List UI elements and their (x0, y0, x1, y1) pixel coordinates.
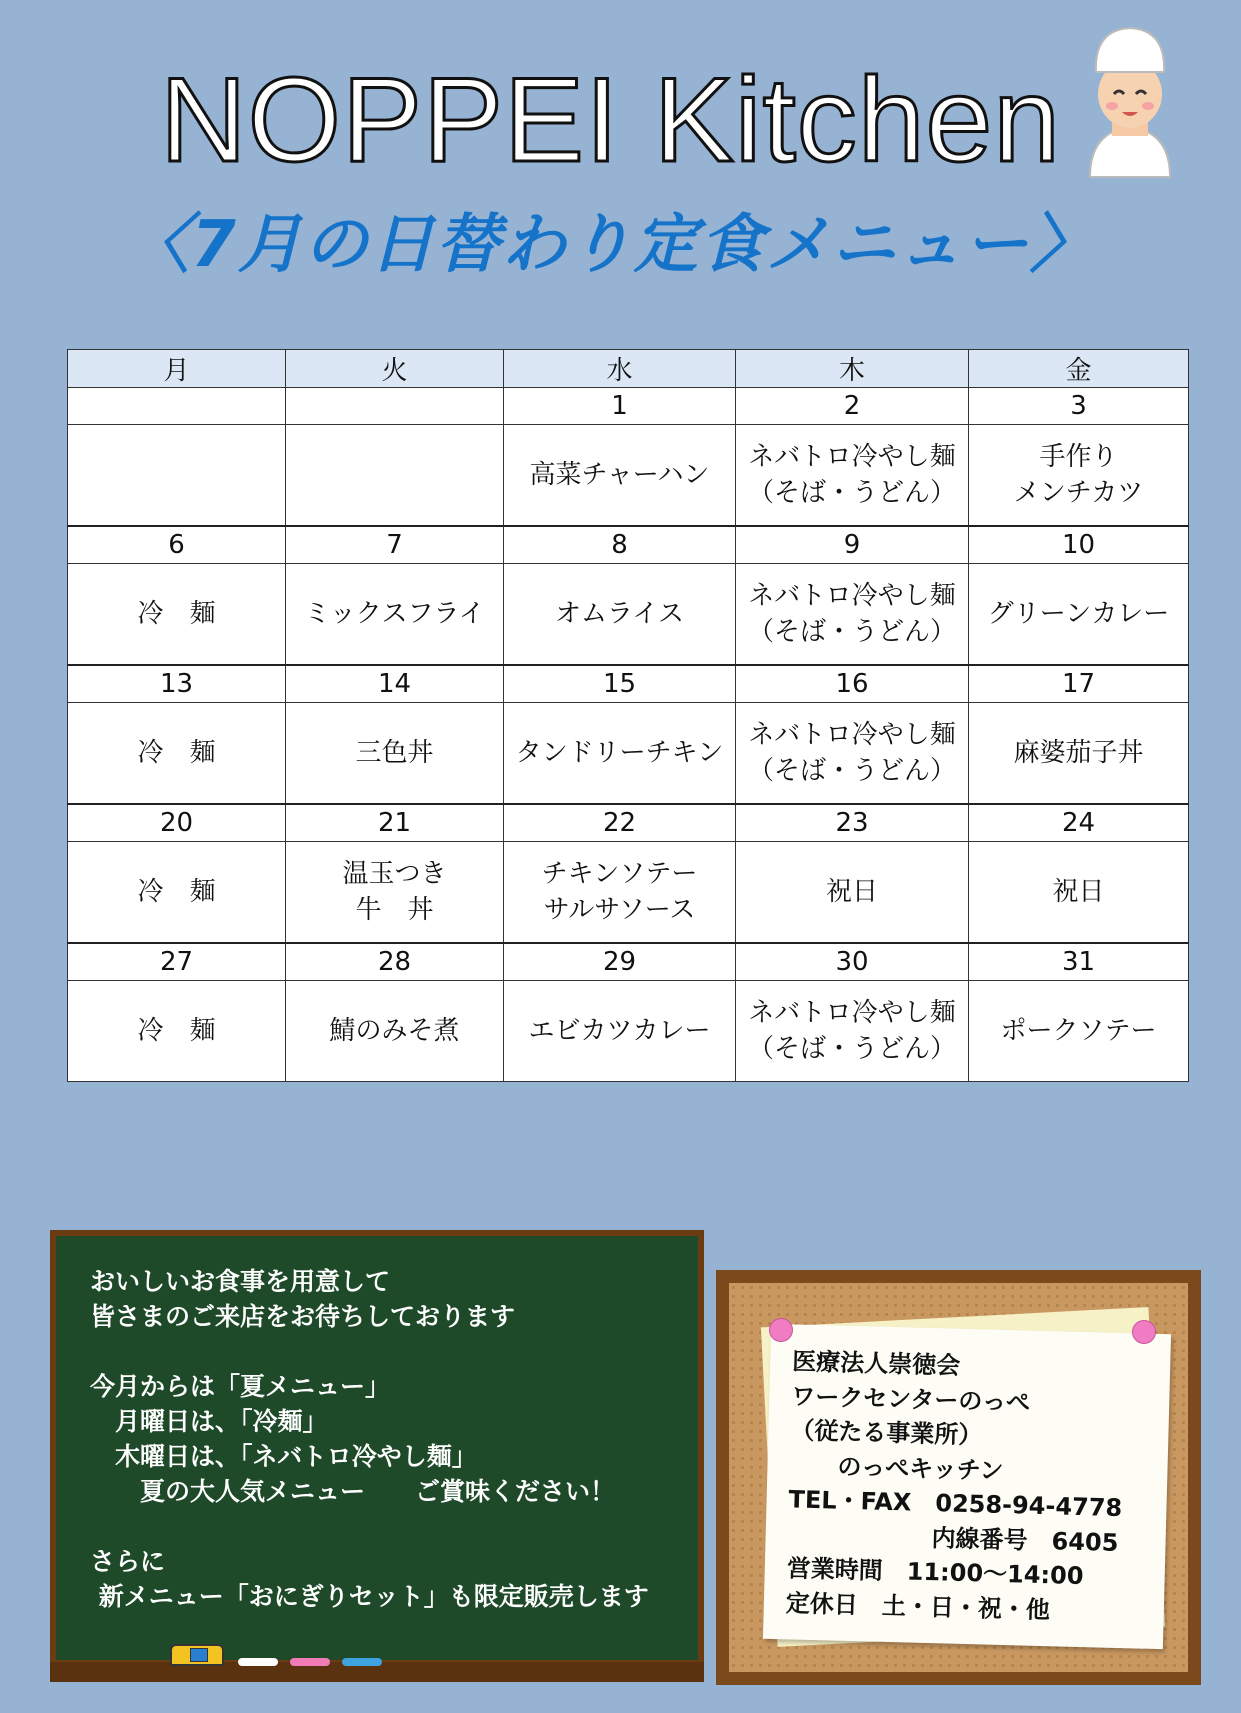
contact-info: 医療法人崇徳会 ワークセンターのっぺ （従たる事業所） のっぺキッチン TEL・FAX 0258-94-4778 内線番号 6405 営業時間 11:00～14:00 定休日 土・日・祝・他 (785, 1347, 1123, 1624)
dish-cell: ネバトロ冷やし麺 （そば・うどん） (736, 425, 969, 527)
dish-cell: 冷 麺 (68, 564, 286, 666)
dish-cell: 冷 麺 (68, 981, 286, 1082)
dish-cell: グリーンカレー (969, 564, 1189, 666)
menu-subtitle: 〈7月の日替わり定食メニュー〉 (125, 208, 1096, 282)
dish-cell: エビカツカレー (504, 981, 736, 1082)
date-cell: 10 (969, 526, 1189, 564)
chalkboard (50, 1230, 704, 1682)
corkboard (716, 1270, 1201, 1685)
white-chalk-icon (238, 1658, 278, 1666)
date-cell: 31 (969, 943, 1189, 981)
date-cell (68, 388, 286, 425)
eraser-icon (170, 1644, 224, 1666)
contact-note (763, 1324, 1171, 1649)
date-cell: 28 (286, 943, 504, 981)
weekday-header: 火 (286, 350, 504, 388)
dish-cell: 麻婆茄子丼 (969, 703, 1189, 805)
date-cell: 16 (736, 665, 969, 703)
date-cell: 29 (504, 943, 736, 981)
monthly-menu-table (67, 349, 1189, 1082)
weekday-header: 木 (736, 350, 969, 388)
dish-row (68, 981, 1189, 1082)
date-cell: 7 (286, 526, 504, 564)
dish-cell: ネバトロ冷やし麺 （そば・うどん） (736, 703, 969, 805)
dish-cell: オムライス (504, 564, 736, 666)
corkboard-surface (729, 1283, 1188, 1672)
date-cell: 24 (969, 804, 1189, 842)
dish-cell (68, 425, 286, 527)
dish-cell: ミックスフライ (286, 564, 504, 666)
date-cell: 3 (969, 388, 1189, 425)
dish-cell: ポークソテー (969, 981, 1189, 1082)
dish-cell: ネバトロ冷やし麺 （そば・うどん） (736, 564, 969, 666)
date-cell: 8 (504, 526, 736, 564)
date-cell: 21 (286, 804, 504, 842)
dish-cell: 三色丼 (286, 703, 504, 805)
holiday-cell: 祝日 (969, 842, 1189, 944)
weekday-header: 金 (969, 350, 1189, 388)
date-row (68, 388, 1189, 425)
date-cell: 6 (68, 526, 286, 564)
pushpin-icon (1132, 1320, 1156, 1344)
chalkboard-message: おいしいお食事を用意して 皆さまのご来店をお待ちしております 今月からは「夏メニュー」 月曜日は、「冷麺」 木曜日は、「ネバトロ冷やし麺」 夏の大人気メニュー ご賞味ください！ さらに 新メニュー「おにぎりセット」も限定販売します (90, 1267, 649, 1611)
date-cell: 15 (504, 665, 736, 703)
date-cell: 22 (504, 804, 736, 842)
blue-chalk-icon (342, 1658, 382, 1666)
dish-cell (286, 425, 504, 527)
dish-row (68, 425, 1189, 527)
weekday-header: 月 (68, 350, 286, 388)
date-row (68, 526, 1189, 564)
dish-cell: チキンソテー サルサソース (504, 842, 736, 944)
pushpin-icon (769, 1318, 793, 1342)
date-row (68, 943, 1189, 981)
date-cell: 1 (504, 388, 736, 425)
date-row (68, 804, 1189, 842)
chef-illustration (1070, 12, 1190, 192)
date-cell: 27 (68, 943, 286, 981)
dish-cell: ネバトロ冷やし麺 （そば・うどん） (736, 981, 969, 1082)
dish-row (68, 564, 1189, 666)
date-cell: 13 (68, 665, 286, 703)
dish-cell: 温玉つき 牛 丼 (286, 842, 504, 944)
dish-cell: 手作り メンチカツ (969, 425, 1189, 527)
date-cell (286, 388, 504, 425)
date-row (68, 665, 1189, 703)
date-cell: 17 (969, 665, 1189, 703)
dish-cell: 冷 麺 (68, 703, 286, 805)
dish-row (68, 703, 1189, 805)
date-cell: 30 (736, 943, 969, 981)
date-cell: 14 (286, 665, 504, 703)
dish-cell: タンドリーチキン (504, 703, 736, 805)
date-cell: 20 (68, 804, 286, 842)
dish-row (68, 842, 1189, 944)
date-cell: 23 (736, 804, 969, 842)
page-title: NOPPEI Kitchen (159, 53, 1062, 187)
pink-chalk-icon (290, 1658, 330, 1666)
date-cell: 2 (736, 388, 969, 425)
date-cell: 9 (736, 526, 969, 564)
weekday-header-row (68, 350, 1189, 388)
holiday-cell: 祝日 (736, 842, 969, 944)
chalkboard-surface (56, 1236, 698, 1660)
dish-cell: 高菜チャーハン (504, 425, 736, 527)
dish-cell: 鯖のみそ煮 (286, 981, 504, 1082)
dish-cell: 冷 麺 (68, 842, 286, 944)
weekday-header: 水 (504, 350, 736, 388)
